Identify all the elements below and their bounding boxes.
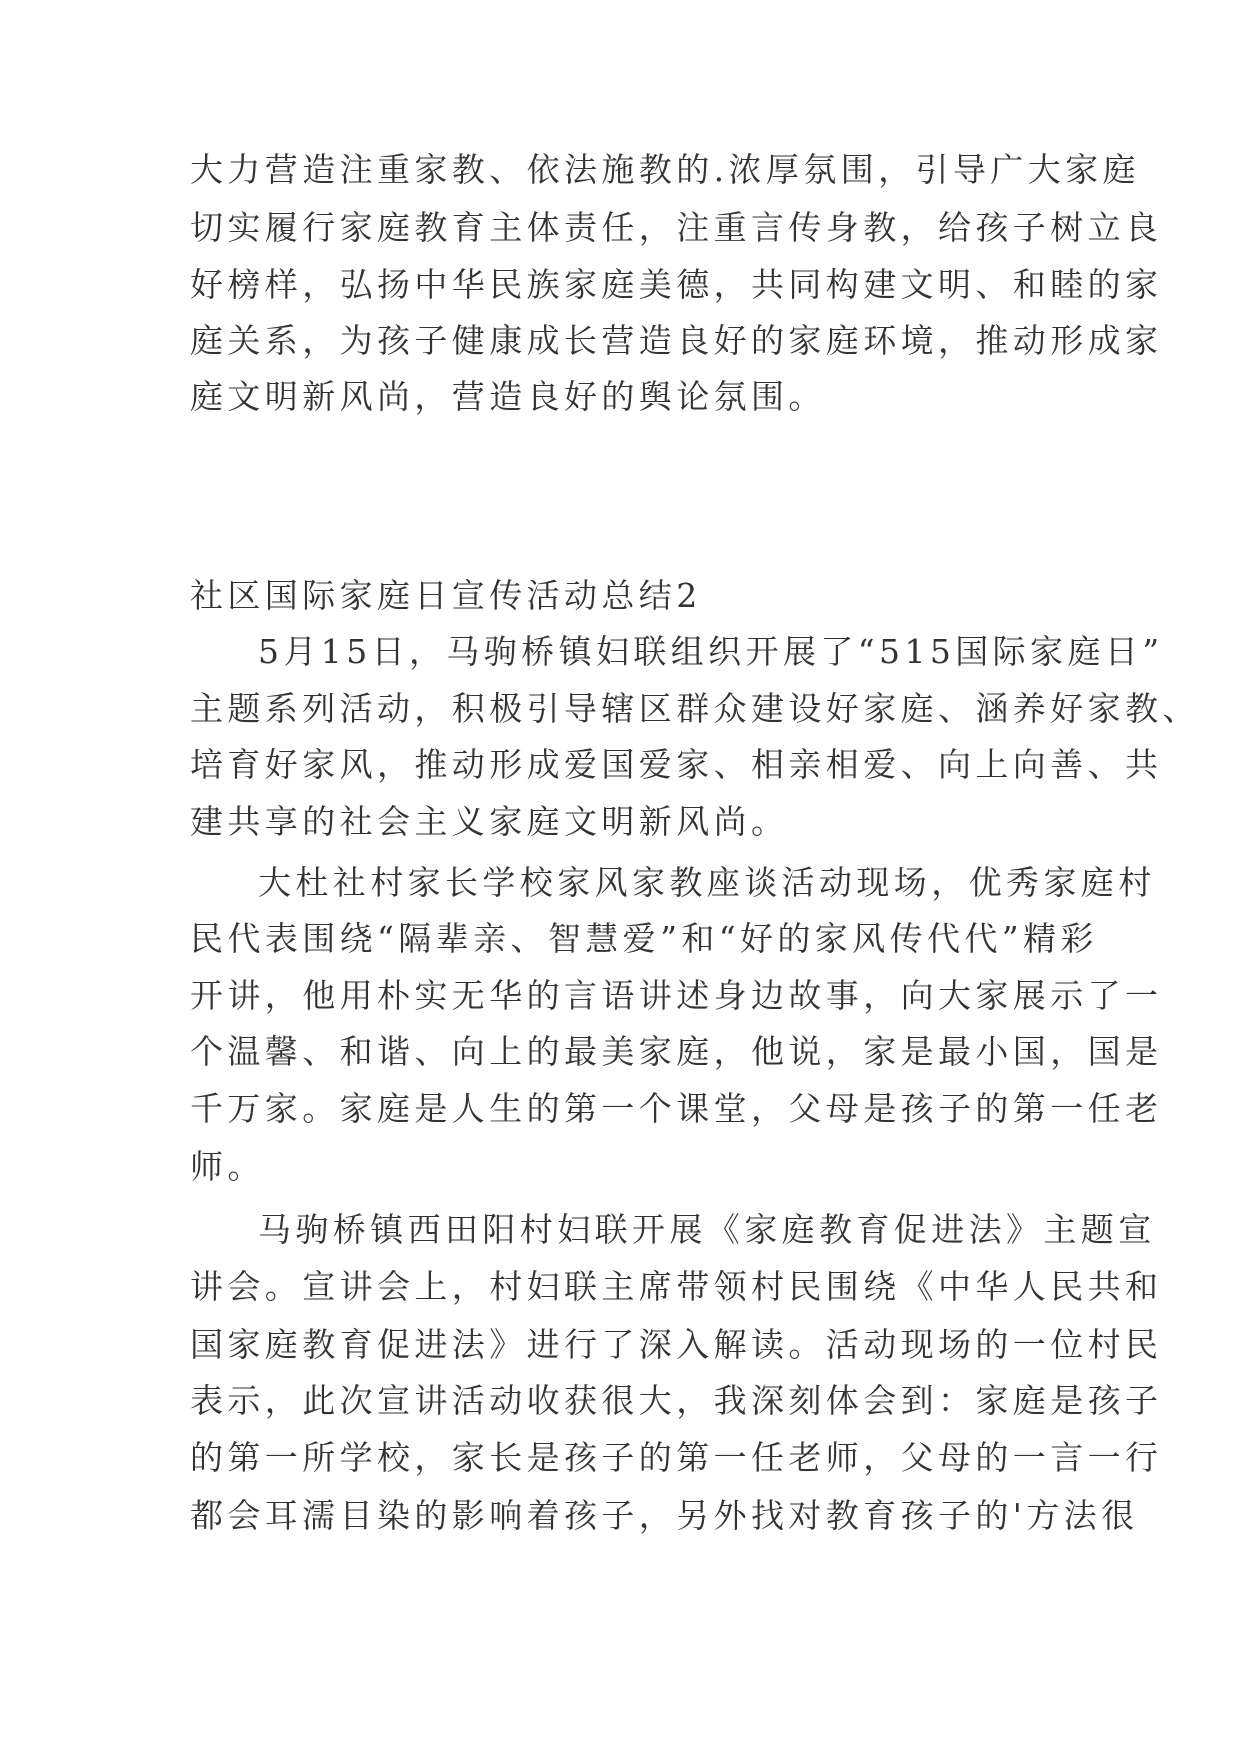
text-line: 大力营造注重家教、依法施教的.浓厚氛围，引导广大家庭 — [190, 150, 1140, 189]
text-line: 庭关系，为孩子健康成长营造良好的家庭环境，推动形成家 — [190, 321, 1163, 360]
section-title: 社区国际家庭日宣传活动总结2 — [190, 576, 702, 615]
text-line: 开讲，他用朴实无华的言语讲述身边故事，向大家展示了一 — [190, 976, 1163, 1015]
text-line: 师。 — [190, 1147, 265, 1186]
text-line: 大杜社村家长学校家风家教座谈活动现场，优秀家庭村 — [258, 863, 1156, 902]
text-line: 切实履行家庭教育主体责任，注重言传身教，给孩子树立良 — [190, 208, 1163, 247]
text-line: 5月15日，马驹桥镇妇联组织开展了“515国际家庭日” — [258, 632, 1164, 671]
text-line: 国家庭教育促进法》进行了深入解读。活动现场的一位村民 — [190, 1325, 1163, 1364]
text-line: 好榜样，弘扬中华民族家庭美德，共同构建文明、和睦的家 — [190, 265, 1163, 304]
text-line: 庭文明新风尚，营造良好的舆论氛围。 — [190, 377, 826, 416]
text-line: 表示，此次宣讲活动收获很大，我深刻体会到：家庭是孩子 — [190, 1381, 1163, 1420]
text-line: 个温馨、和谐、向上的最美家庭，他说，家是最小国，国是 — [190, 1032, 1163, 1071]
text-line: 的第一所学校，家长是孩子的第一任老师，父母的一言一行 — [190, 1438, 1163, 1477]
text-line: 马驹桥镇西田阳村妇联开展《家庭教育促进法》主题宣 — [258, 1210, 1156, 1249]
text-line: 都会耳濡目染的影响着孩子，另外找对教育孩子的'方法很 — [190, 1496, 1139, 1535]
text-line: 千万家。家庭是人生的第一个课堂，父母是孩子的第一任老 — [190, 1089, 1163, 1128]
text-line: 主题系列活动，积极引导辖区群众建设好家庭、涵养好家教、 — [190, 689, 1200, 728]
text-line: 建共享的社会主义家庭文明新风尚。 — [190, 802, 789, 841]
text-line: 培育好家风，推动形成爱国爱家、相亲相爱、向上向善、共 — [190, 745, 1163, 784]
text-line: 民代表围绕“隔辈亲、智慧爱”和“好的家风传代代”精彩 — [190, 919, 1098, 958]
text-line: 讲会。宣讲会上，村妇联主席带领村民围绕《中华人民共和 — [190, 1267, 1163, 1306]
